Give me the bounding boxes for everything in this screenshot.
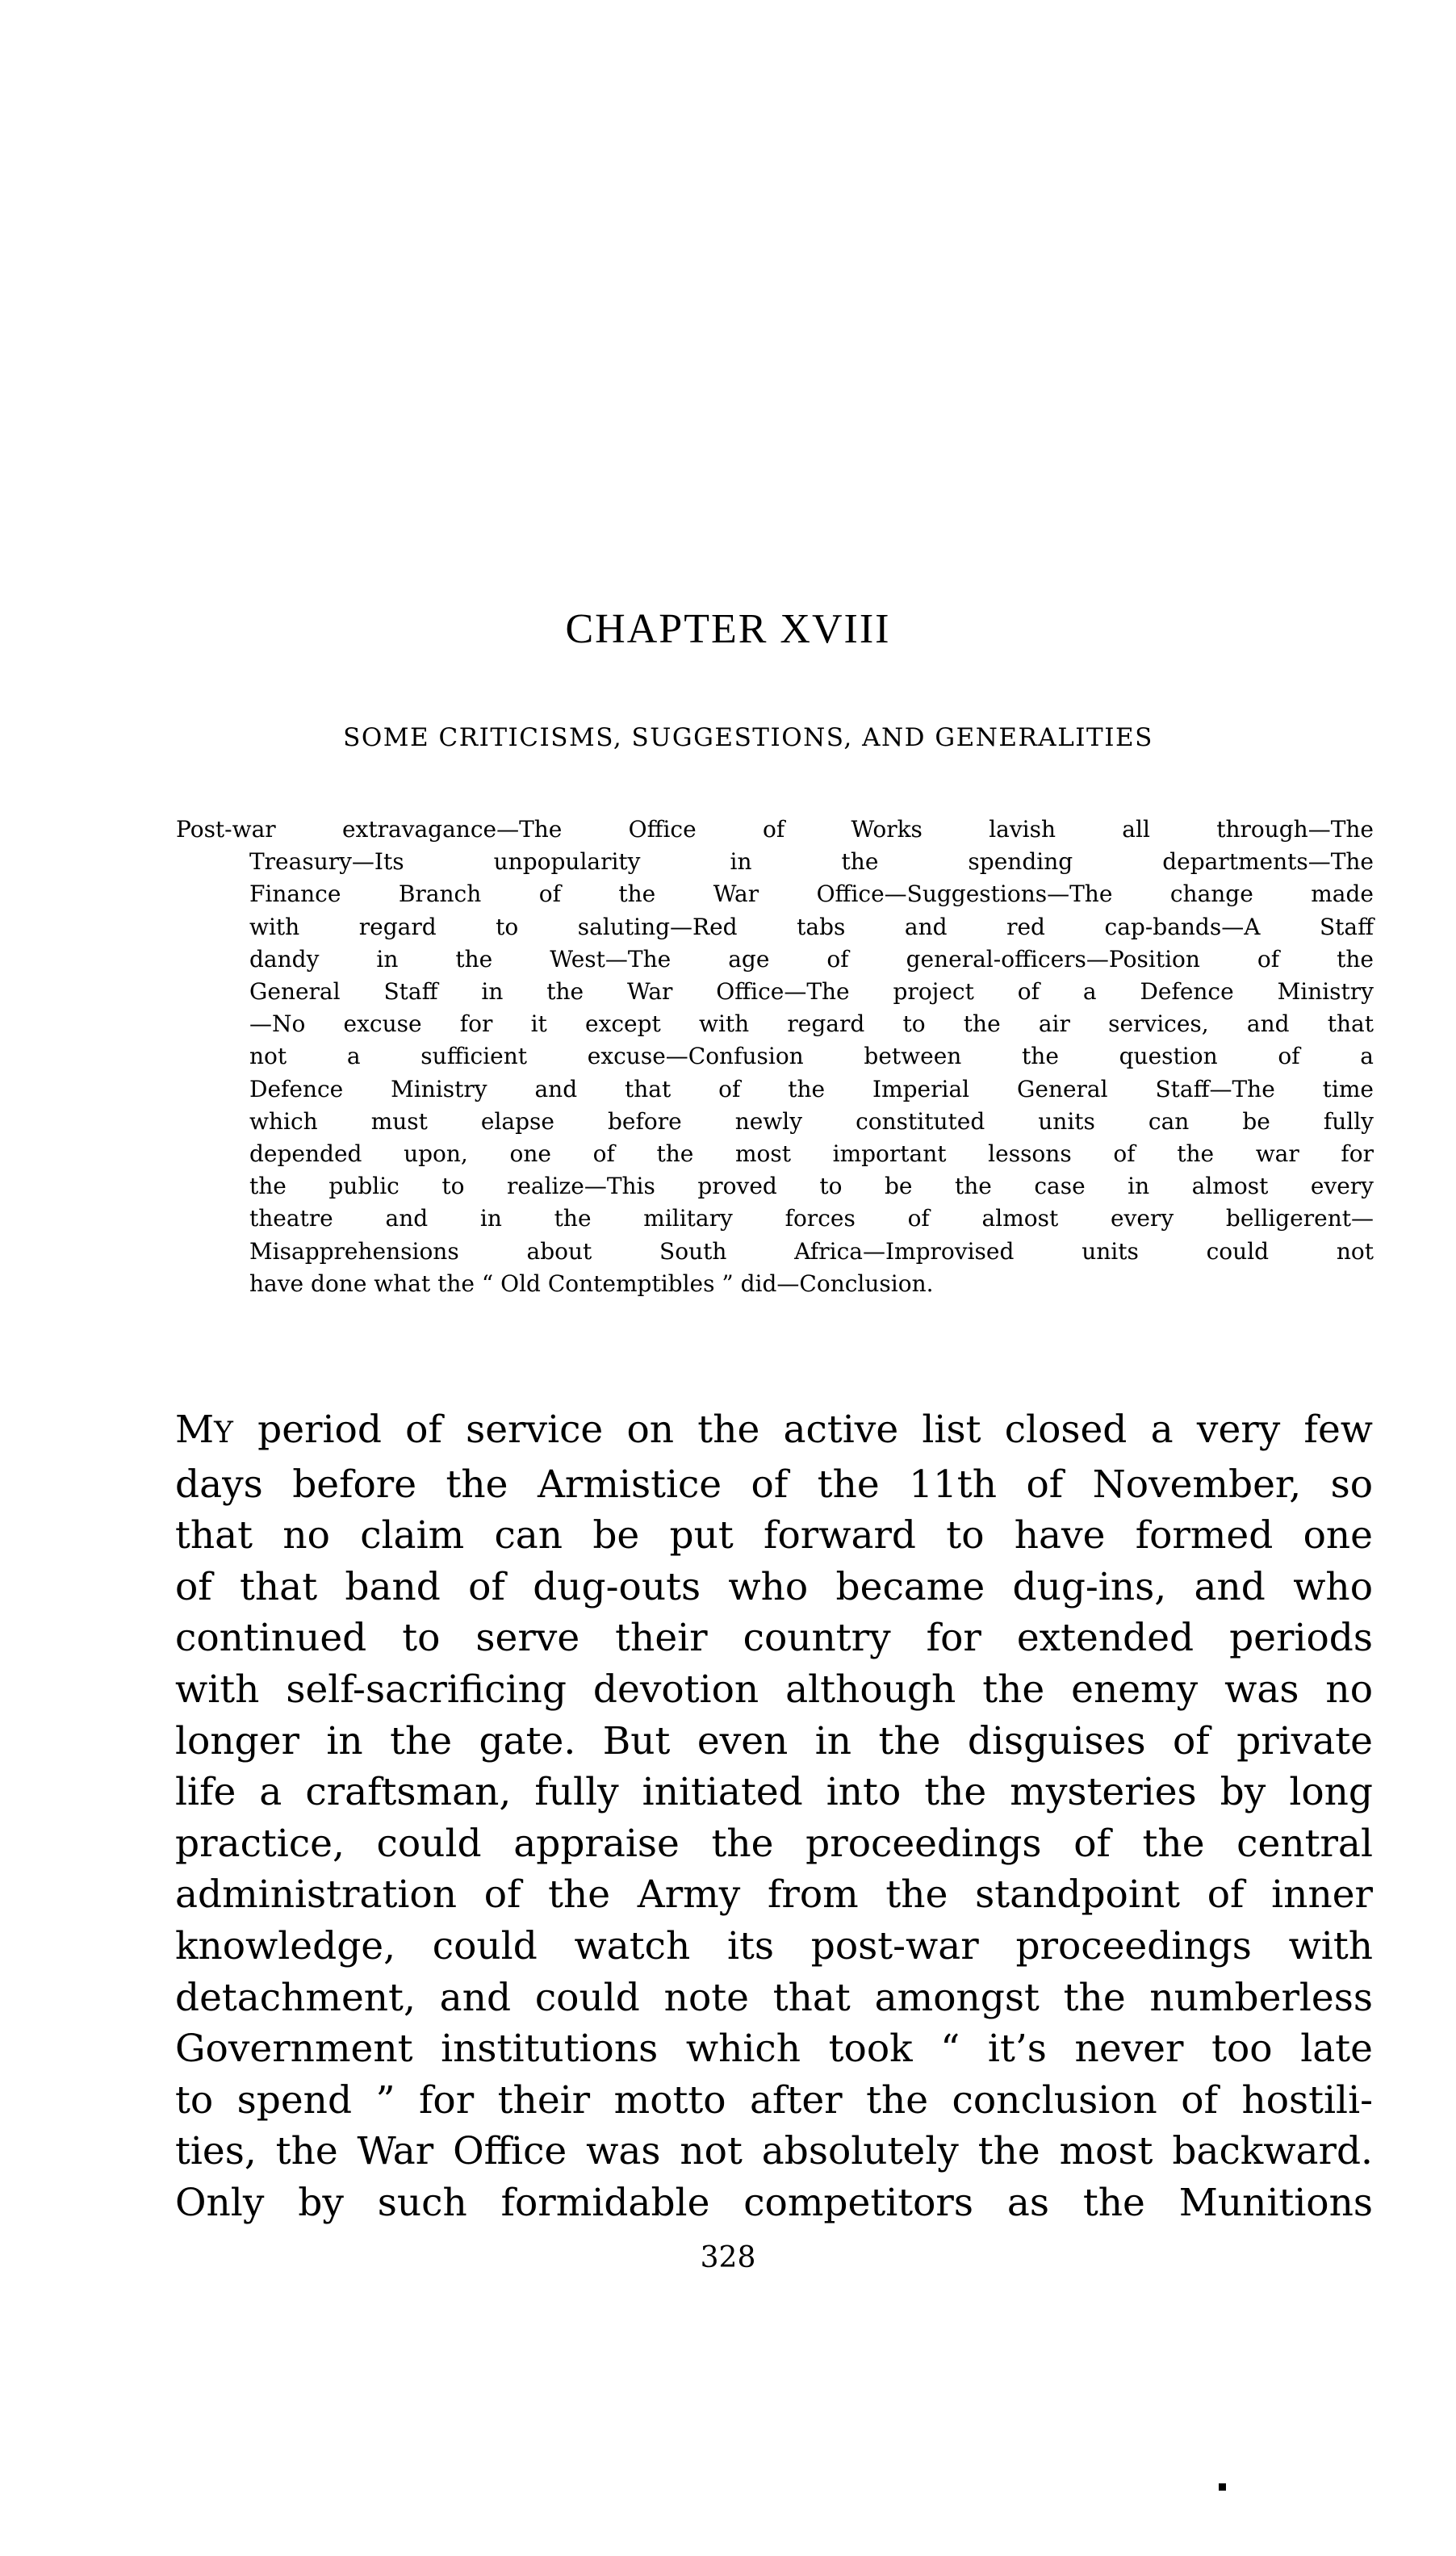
summary-line: not a sufficient excuse—Confusion between the question of a — [249, 1043, 1374, 1070]
body-line: ties, the War Office was not absolutely the most backward. — [175, 2129, 1373, 2174]
chapter-subtitle: SOME CRITICISMS, SUGGESTIONS, AND GENERALITIES — [343, 723, 1153, 752]
body-line-text: period of service on the active list closed a very few — [233, 1408, 1373, 1452]
summary-line: depended upon, one of the most important lessons of the war for — [249, 1140, 1374, 1168]
scan-artifact-dot — [1219, 2483, 1226, 2491]
summary-line: —No excuse for it except with regard to the air services, and that — [249, 1010, 1374, 1038]
summary-line: the public to realize—This proved to be the case in almost every — [249, 1173, 1374, 1200]
body-line: administration of the Army from the standpoint of inner — [175, 1872, 1373, 1918]
chapter-title: CHAPTER XVIII — [565, 606, 891, 652]
body-line: Only by such formidable competitors as the Munitions — [175, 2180, 1373, 2225]
body-line: longer in the gate. But even in the disguises of private — [175, 1718, 1373, 1763]
summary-line: Treasury—Its unpopularity in the spending departments—The — [249, 848, 1374, 876]
body-line: knowledge, could watch its post-war proceedings with — [175, 1923, 1373, 1968]
summary-line: theatre and in the military forces of almost every belligerent— — [249, 1205, 1374, 1232]
body-line: Government institutions which took “ it’s never too late — [175, 2027, 1373, 2072]
summary-line: General Staff in the War Office—The project of a Defence Ministry — [249, 978, 1374, 1006]
body-line: practice, could appraise the proceedings of the central — [175, 1821, 1373, 1866]
body-line: with self-sacrificing devotion although the enemy was no — [175, 1667, 1373, 1712]
drop-word-smallcap: Y — [214, 1416, 234, 1450]
body-line: to spend ” for their motto after the conclusion of hostili- — [175, 2077, 1373, 2123]
summary-line: Post-war extravagance—The Office of Works lavish all through—The — [176, 816, 1374, 843]
body-line — [175, 1404, 1373, 1459]
body-line: detachment, and could note that amongst the numberless — [175, 1975, 1373, 2020]
summary-line: Defence Ministry and that of the Imperial General Staff—The time — [249, 1075, 1374, 1102]
body-line: life a craftsman, fully initiated into the mysteries by long — [175, 1770, 1373, 1815]
chapter-summary — [176, 814, 1374, 1300]
body-line: days before the Armistice of the 11th of November, so — [175, 1462, 1373, 1507]
drop-word-cap: M — [175, 1408, 215, 1452]
summary-line: dandy in the West—The age of general-officers—Position of the — [249, 945, 1374, 973]
summary-line: which must elapse before newly constituted units can be fully — [249, 1107, 1374, 1135]
summary-line: Misapprehensions about South Africa—Improvised units could not — [249, 1237, 1374, 1265]
summary-line: have done what the “ Old Contemptibles ” did—Conclusion. — [249, 1270, 934, 1297]
page-number: 328 — [700, 2241, 756, 2274]
summary-line: Finance Branch of the War Office—Suggestions—The change made — [249, 881, 1374, 908]
summary-line: with regard to saluting—Red tabs and red cap-bands—A Staff — [249, 913, 1374, 940]
body-line: continued to serve their country for extended periods — [175, 1616, 1373, 1661]
body-paragraph — [175, 1404, 1373, 2229]
body-line: that no claim can be put forward to have formed one — [175, 1513, 1373, 1558]
body-line: of that band of dug-outs who became dug-ins, and who — [175, 1564, 1373, 1609]
